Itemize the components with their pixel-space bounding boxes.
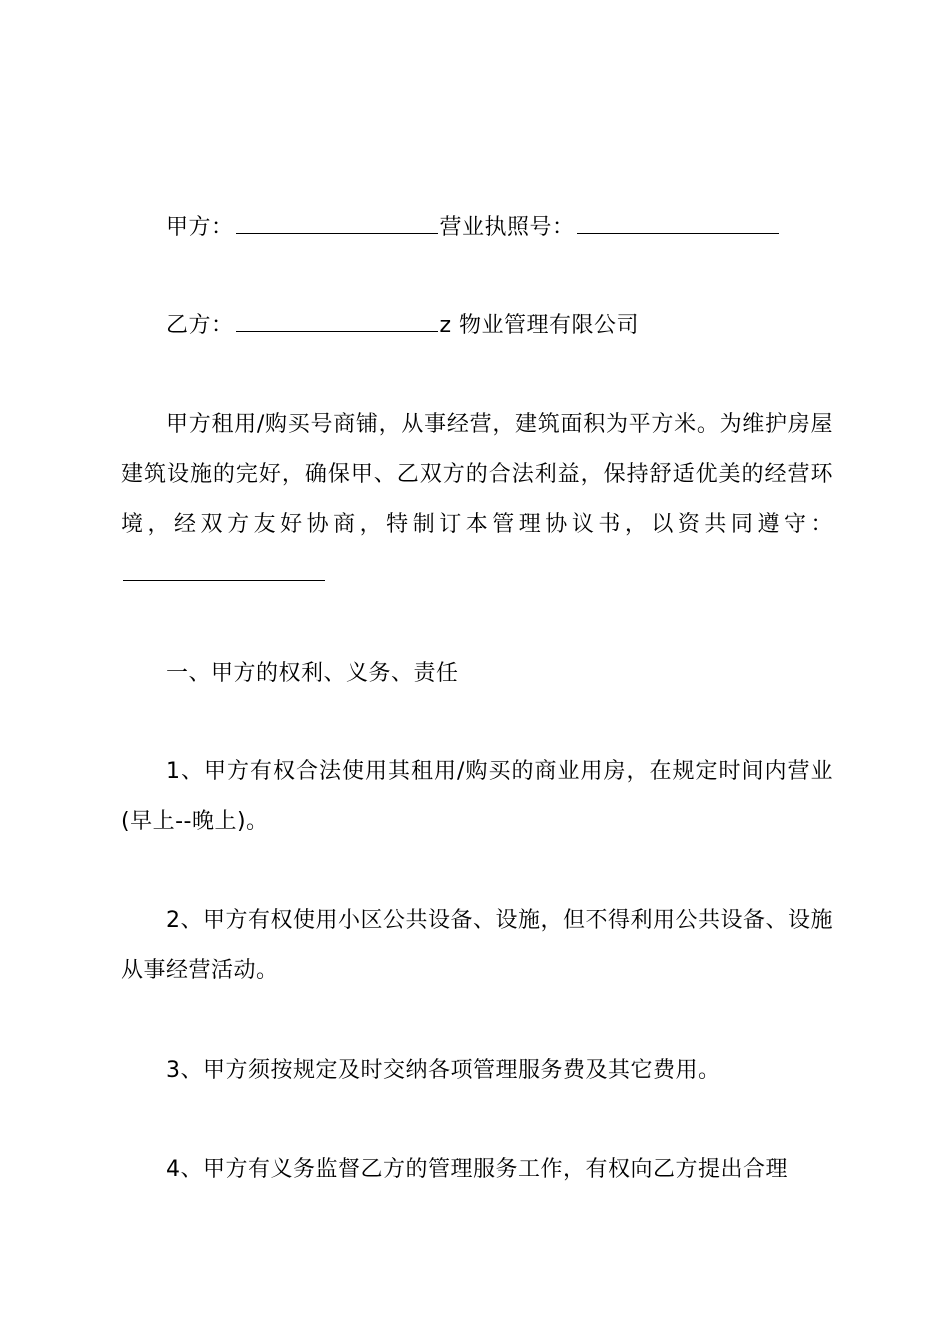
section1-item-1: 1、甲方有权合法使用其租用/购买的商业用房，在规定时间内营业(早上--晚上)。 bbox=[121, 759, 833, 834]
party-b-line bbox=[121, 301, 833, 351]
section1-item-2: 2、甲方有权使用小区公共设备、设施，但不得利用公共设备、设施从事经营活动。 bbox=[121, 908, 833, 983]
party-b-label: 乙方： bbox=[166, 313, 234, 338]
party-a-label: 甲方： bbox=[166, 215, 234, 240]
intro-paragraph bbox=[121, 400, 833, 600]
party-b-blank bbox=[236, 330, 438, 332]
party-b-company: z 物业管理有限公司 bbox=[439, 313, 640, 338]
party-a-line bbox=[121, 203, 833, 253]
section1-item-3: 3、甲方须按规定及时交纳各项管理服务费及其它费用。 bbox=[166, 1058, 721, 1083]
party-a-blank bbox=[236, 232, 438, 234]
section1-item-4: 4、甲方有义务监督乙方的管理服务工作，有权向乙方提出合理 bbox=[166, 1157, 788, 1182]
license-blank bbox=[577, 232, 779, 234]
intro-text: 甲方租用/购买号商铺，从事经营，建筑面积为平方米。为维护房屋建筑设施的完好，确保甲、乙双方的合法利益，保持舒适优美的经营环境，经双方友好协商，特制订本管理协议书，以资共同遵守： bbox=[121, 412, 833, 537]
section1-heading: 一、甲方的权利、义务、责任 bbox=[166, 661, 459, 686]
intro-blank bbox=[123, 579, 325, 581]
license-label: 营业执照号： bbox=[439, 215, 575, 240]
